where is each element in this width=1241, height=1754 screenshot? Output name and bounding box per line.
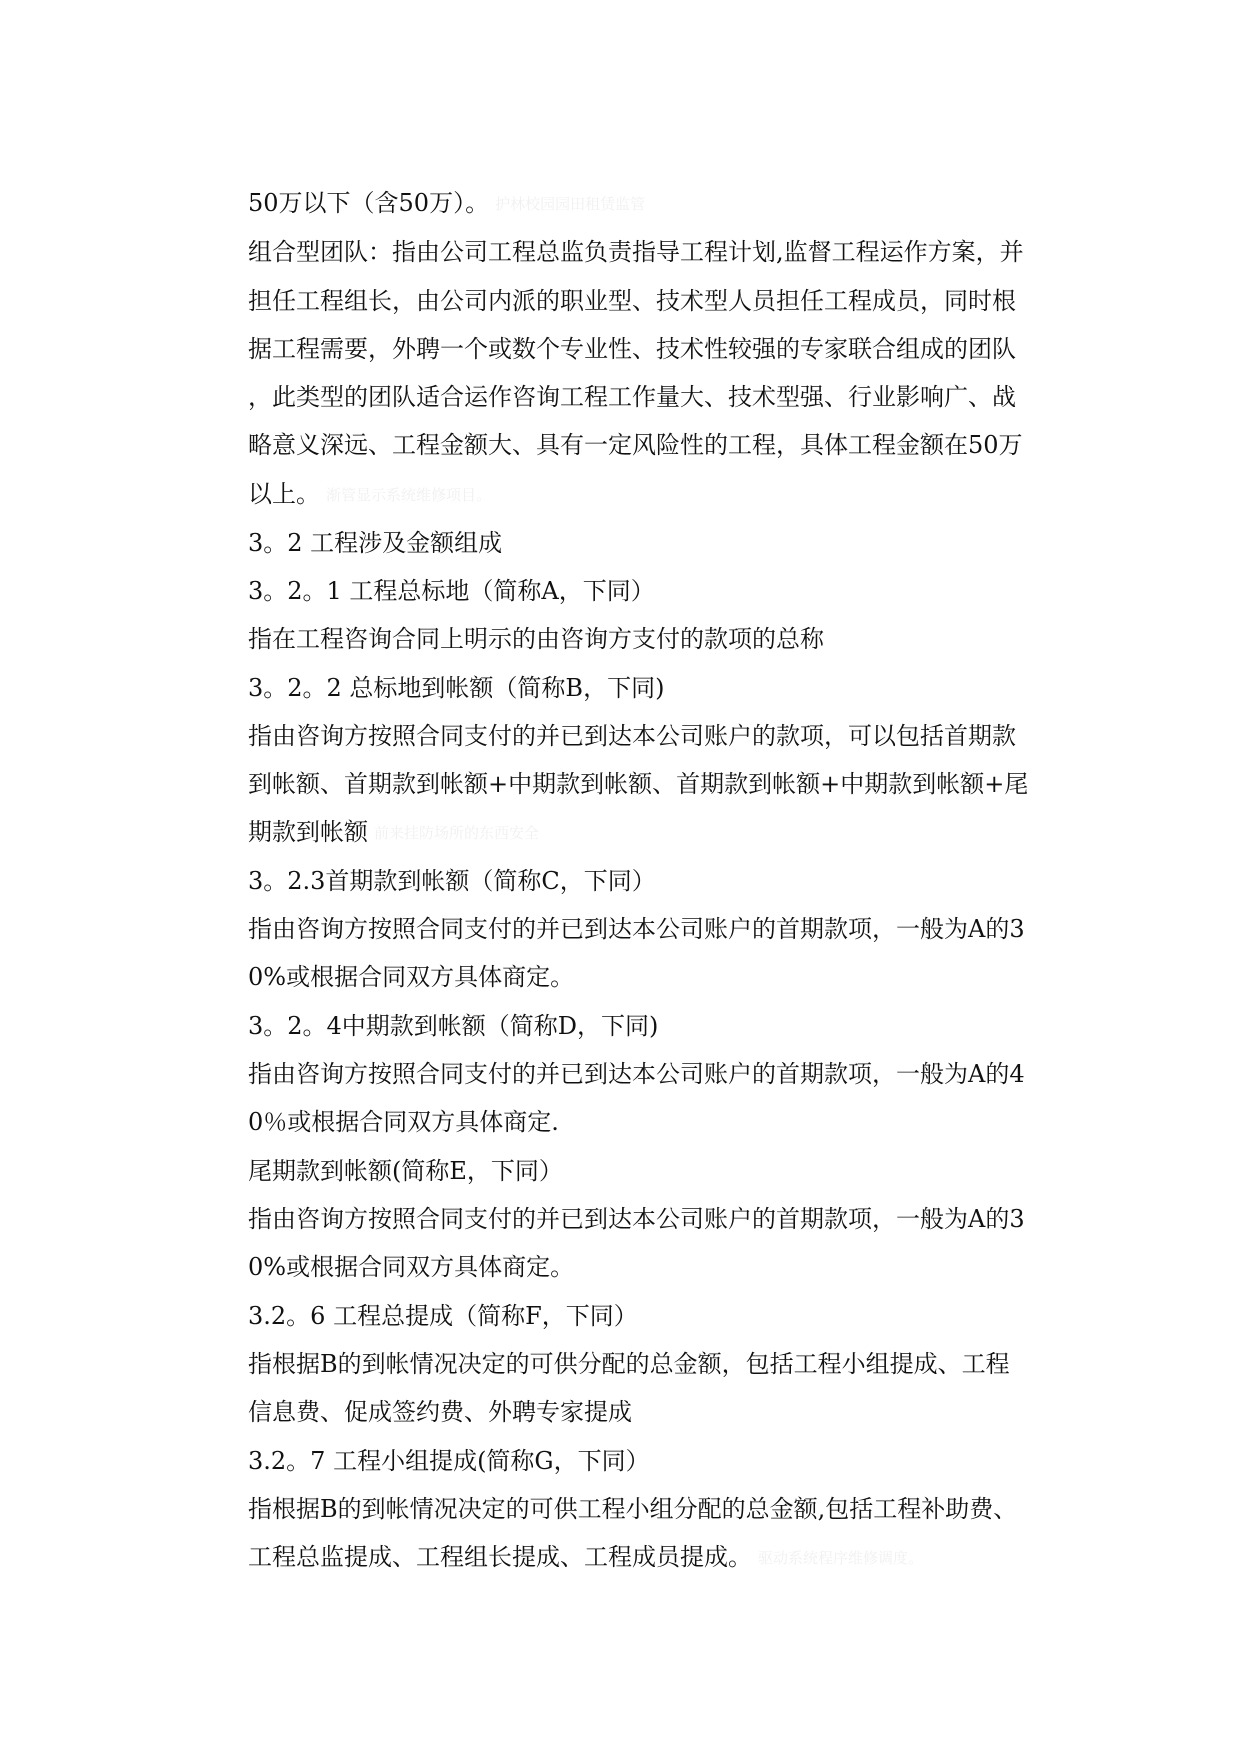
line-text: 指由咨询方按照合同支付的并已到达本公司账户的首期款项，一般为A的3 [248, 1205, 1025, 1233]
text-line [248, 430, 1048, 460]
faint-watermark-text: 前来挂防场所的东西安全 [374, 824, 540, 842]
line-text: 3。2.3首期款到帐额（简称C，下同） [248, 867, 656, 895]
line-text: 0%或根据合同双方具体商定。 [248, 1253, 575, 1281]
text-line [248, 479, 1048, 510]
line-text: 略意义深远、工程金额大、具有一定风险性的工程，具体工程金额在50万 [248, 431, 1023, 459]
faint-watermark-text: 护林校园园田租赁监管 [495, 195, 646, 213]
line-text: 0％或根据合同双方具体商定. [248, 1108, 559, 1136]
section-heading [248, 673, 1048, 703]
text-line [248, 1107, 1048, 1137]
text-line [248, 721, 1048, 751]
line-text: 指由咨询方按照合同支付的并已到达本公司账户的款项，可以包括首期款 [248, 722, 1016, 750]
text-line [248, 334, 1048, 364]
line-text: 指根据B的到帐情况决定的可供工程小组分配的总金额,包括工程补助费、 [248, 1495, 1018, 1523]
line-text: 3。2。2 总标地到帐额（简称B，下同) [248, 674, 665, 702]
line-text: 3。2。1 工程总标地（简称A，下同） [248, 577, 655, 605]
section-heading [248, 1011, 1048, 1041]
text-line [248, 769, 1048, 799]
text-line [248, 1059, 1048, 1089]
line-text: 期款到帐额 [248, 818, 368, 846]
section-heading [248, 1301, 1048, 1331]
line-text: 以上。 [248, 480, 320, 508]
text-line [248, 237, 1048, 267]
line-text: 指由咨询方按照合同支付的并已到达本公司账户的首期款项，一般为A的4 [248, 1060, 1025, 1088]
line-text: 据工程需要，外聘一个或数个专业性、技术性较强的专家联合组成的团队 [248, 335, 1016, 363]
line-text: 指根据B的到帐情况决定的可供分配的总金额，包括工程小组提成、工程 [248, 1350, 1010, 1378]
text-line [248, 1542, 1048, 1573]
line-text: 到帐额、首期款到帐额+中期款到帐额、首期款到帐额+中期款到帐额+尾 [248, 770, 1029, 798]
text-line [248, 962, 1048, 992]
text-line [248, 1204, 1048, 1234]
faint-watermark-text: 驱动系统程序维修调度。 [758, 1549, 924, 1567]
text-line [248, 624, 1048, 654]
line-text: 3.2。7 工程小组提成(简称G，下同） [248, 1447, 650, 1475]
text-line [248, 1494, 1048, 1524]
line-text: 3。2。4中期款到帐额（简称D，下同) [248, 1012, 659, 1040]
text-line [248, 1397, 1048, 1427]
text-line [248, 286, 1048, 316]
text-line [248, 188, 1048, 219]
line-text: 0%或根据合同双方具体商定。 [248, 963, 575, 991]
line-text: 尾期款到帐额(简称E，下同） [248, 1157, 563, 1185]
line-text: 指由咨询方按照合同支付的并已到达本公司账户的首期款项，一般为A的3 [248, 915, 1025, 943]
section-heading [248, 528, 1048, 558]
line-text: ，此类型的团队适合运作咨询工程工作量大、技术型强、行业影响广、战 [248, 383, 1016, 411]
line-text: 担任工程组长，由公司内派的职业型、技术型人员担任工程成员，同时根 [248, 287, 1016, 315]
section-heading [248, 866, 1048, 896]
text-line [248, 1252, 1048, 1282]
line-text: 组合型团队：指由公司工程总监负责指导工程计划,监督工程运作方案，并 [248, 238, 1024, 266]
line-text: 3。2 工程涉及金额组成 [248, 529, 503, 557]
text-line [248, 1349, 1048, 1379]
faint-watermark-text: 渐管显示系统维修项目。 [326, 486, 492, 504]
line-text: 3.2。6 工程总提成（简称F，下同） [248, 1302, 638, 1330]
text-line [248, 382, 1048, 412]
line-text: 信息费、促成签约费、外聘专家提成 [248, 1398, 632, 1426]
line-text: 工程总监提成、工程组长提成、工程成员提成。 [248, 1543, 752, 1571]
section-heading [248, 1446, 1048, 1476]
text-line [248, 817, 1048, 848]
section-heading [248, 576, 1048, 606]
text-line [248, 914, 1048, 944]
section-heading [248, 1156, 1048, 1186]
line-text: 50万以下（含50万）。 [248, 189, 490, 217]
line-text: 指在工程咨询合同上明示的由咨询方支付的款项的总称 [248, 625, 824, 653]
